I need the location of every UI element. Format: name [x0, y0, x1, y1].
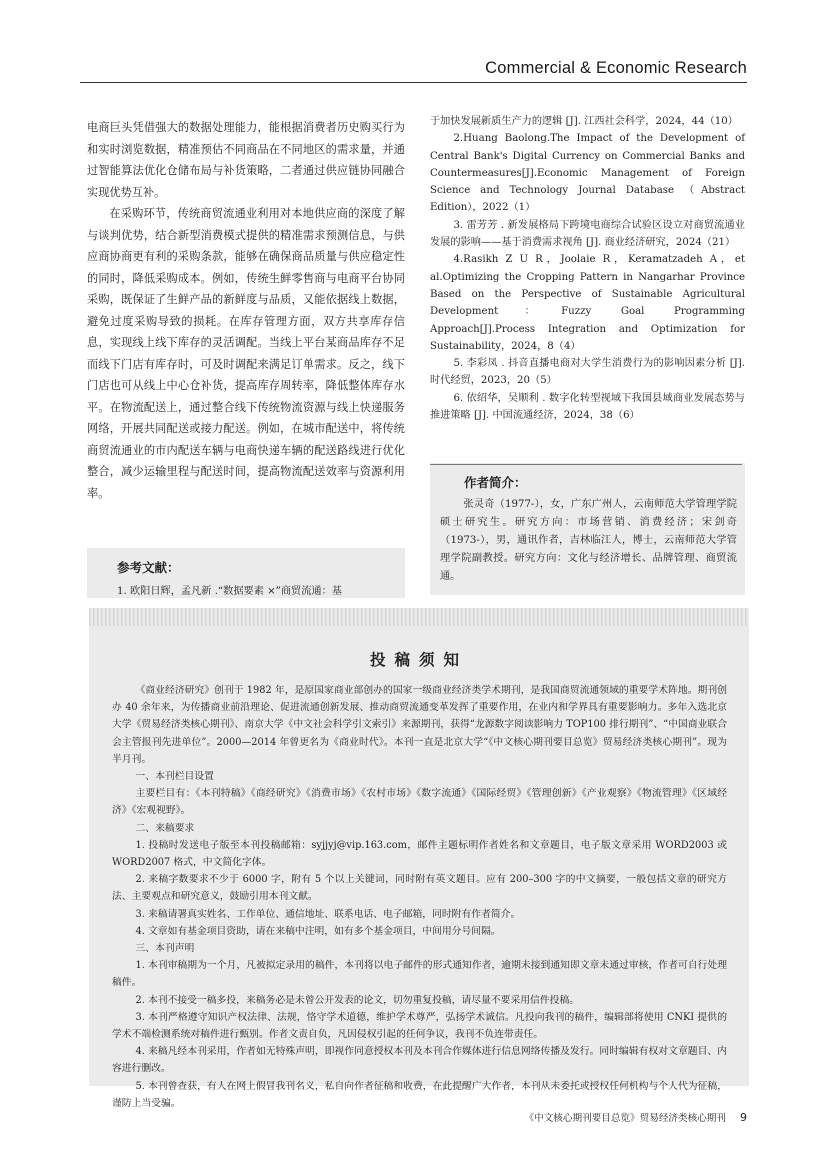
- notice-paragraph: 2. 本刊不接受一稿多投，来稿务必是未曾公开发表的论文，切勿重复投稿，请尽量不要采用信件投稿。: [135, 994, 580, 1006]
- notice-paragraph: 4. 文章如有基金项目资助，请在来稿中注明，如有多个基金项目，中间用分号间隔。: [135, 925, 501, 937]
- journal-title: Commercial & Economic Research: [485, 59, 747, 77]
- notice-section-heading: 二、来稿要求: [135, 822, 195, 834]
- reference-item: 1. 欧阳日辉，孟凡新 .“数据要素 ×”商贸流通：基: [117, 586, 342, 597]
- notice-paragraph: 2. 来稿字数要求不少于 6000 字，附有 5 个以上关键词，同时附有英文题目。应有 200–300 字的中文摘要，一般包括文章的研究方法、主要观点和研究意义，鼓励引用本刊文献。: [112, 874, 727, 903]
- notice-paragraph: 5. 本刊曾查获，有人在网上假冒我刊名义，私自向作者征稿和收费，在此提醒广大作者，本刊从未委托或授权任何机构与个人代为征稿，谨防上当受骗。: [112, 1080, 727, 1109]
- page-number: 9: [740, 1111, 747, 1124]
- submission-notice: [89, 608, 749, 1109]
- author-heading: 作者简介：: [464, 476, 527, 490]
- notice-title: 投稿须知: [369, 651, 468, 669]
- author-bio-text: 张灵奇（1977-），女，广东广州人，云南师范大学管理学院硕士研究生。研究方向：市场营销、消费经济；宋剑奇（1973-），男，通讯作者，吉林临江人，博士，云南师范大学管理学院副教授。研究方向：文化与经济增长、品牌管理、商贸流通。: [440, 499, 737, 582]
- author-box: [430, 463, 745, 595]
- references-heading: 参考文献：: [117, 561, 180, 575]
- notice-body: [112, 682, 727, 1112]
- notice-stripe-band: [89, 608, 749, 626]
- notice-paragraph: 3. 本刊严格遵守知识产权法律、法规，恪守学术道德，维护学术尊严，弘扬学术诚信。凡投向我刊的稿件，编辑部将使用 CNKI 提供的学术不端检测系统对稿件进行甄别。作者文责自负，凡因侵权引起的任何争议，我刊不负连带责任。: [112, 1011, 727, 1041]
- notice-section-heading: 一、本刊栏目设置: [135, 771, 214, 783]
- left-column: [87, 117, 405, 504]
- header-rule: [80, 82, 747, 83]
- footer-journal-note: 《中文核心期刊要目总览》贸易经济类核心期刊: [524, 1113, 726, 1124]
- author-bio: [440, 496, 737, 586]
- notice-paragraph: 3. 来稿请署真实姓名、工作单位、通信地址、联系电话、电子邮箱，同时附有作者简介。: [135, 908, 521, 920]
- notice-paragraph: 主要栏目有：《本刊特稿》《商经研究》《消费市场》《农村市场》《数字流通》《国际经贸》《管理创新》《产业观察》《物流管理》《区域经济》《宏观视野》。: [112, 788, 727, 817]
- body-paragraph: 在采购环节，传统商贸流通业利用对本地供应商的深度了解与谈判优势，结合新型消费模式提供的精准需求预测信息，与供应商协商更有利的采购条款，能够在确保商品质量与供应稳定性的同时，降低采购成本。例如，传统生鲜零售商与电商平台协同采购，既保证了生鲜产品的新鲜度与品质，又能依据线上数据，避免过度采购导致的损耗。在库存管理方面，双方共享库存信息，实现线上线下库存的灵活调配。当线上平台某商品库存不足而线下门店有库存时，可及时调配来满足订单需求。反之，线下门店也可从线上中心仓补货，提高库存周转率，降低整体库存水平。在物流配送上，通过整合线下传统物流资源与线上快递服务网络，开展共同配送或接力配送。例如，在城市配送中，将传统商贸流通业的市内配送车辆与电商快递车辆的配送路线进行优化整合，减少运输里程与配送时间，提高物流配送效率与资源利用率。: [87, 207, 405, 500]
- references-box: [87, 548, 405, 598]
- reference-item: 4.Rasikh Z U R，Joolaie R，Keramatzadeh A，et al.Optimizing the Cropping Pattern in Nangarhar Province Based on the Perspective of Sustainable Agricultural Development：Fuzzy Goal Programming Approach[J].Process Integration and Optimization for Sustainability，2024，8（4）: [430, 254, 745, 352]
- notice-paragraph: 4. 来稿凡经本刊采用，作者如无特殊声明，即视作同意授权本刊及本刊合作媒体进行信息网络传播及发行。同时编辑有权对文章题目、内容进行删改。: [112, 1046, 727, 1075]
- reference-item: 2.Huang Baolong.The Impact of the Development of Central Bank's Digital Currency on Commercial Banks and Countermeasures[J].Economic Management of Foreign Science and Technology Journal Database （Abstract Edition），2022（1）: [430, 133, 745, 214]
- section-divider: [430, 464, 742, 465]
- page-footer: [525, 1110, 747, 1124]
- references-list: [430, 113, 745, 424]
- notice-paragraph: 《商业经济研究》创刊于 1982 年，是原国家商业部创办的国家一级商业经济类学术期刊，是我国商贸流通领域的重要学术阵地。期刊创办 40 余年来，为传播商业前沿理论、促进流通创新发展、推动商贸流通变革发挥了重要作用，在业内和学界具有重要影响力。多年入选北京大学《贸易经济类核心期刊》、南京大学《中文社会科学引文索引》来源期刊，获得“龙源数字阅读影响力 TOP100 排行期刊”、“中国商业联合会主管报刊先进单位”。2000—2014 年曾更名为《商业时代》。本刊一直是北京大学“《中文核心期刊要目总览》贸易经济类核心期刊”。现为半月刊。: [112, 685, 727, 765]
- notice-paragraph: 1. 投稿时发送电子版至本刊投稿邮箱：syjjyj@vip.163.com，邮件主题标明作者姓名和文章题目，电子版文章采用 WORD2003 或 WORD2007 格式，中文简化字体。: [112, 839, 727, 869]
- notice-paragraph: 1. 本刊审稿期为一个月，凡被拟定录用的稿件，本刊将以电子邮件的形式通知作者，逾期未接到通知即文章未通过审核，作者可自行处理稿件。: [112, 960, 727, 989]
- body-paragraph: 电商巨头凭借强大的数据处理能力，能根据消费者历史购买行为和实时浏览数据，精准预估不同商品在不同地区的需求量，并通过智能算法优化仓储布局与补货策略，二者通过供应链协同融合实现优势互补。: [87, 121, 405, 199]
- reference-item: 5. 李彩凤 . 抖音直播电商对大学生消费行为的影响因素分析 [J]. 时代经贸，2023，20（5）: [430, 358, 745, 387]
- reference-continuation: 于加快发展新质生产力的逻辑 [J]. 江西社会科学，2024，44（10）: [430, 116, 738, 127]
- reference-item: 6. 依绍华，吴顺利 . 数字化转型视域下我国县域商业发展态势与推进策略 [J]. 中国流通经济，2024，38（6）: [430, 392, 745, 422]
- reference-item: 3. 雷芳芳 . 新发展格局下跨境电商综合试验区设立对商贸流通业发展的影响——基于消费需求视角 [J]. 商业经济研究，2024（21）: [430, 219, 745, 249]
- notice-section-heading: 三、本刊声明: [135, 943, 195, 955]
